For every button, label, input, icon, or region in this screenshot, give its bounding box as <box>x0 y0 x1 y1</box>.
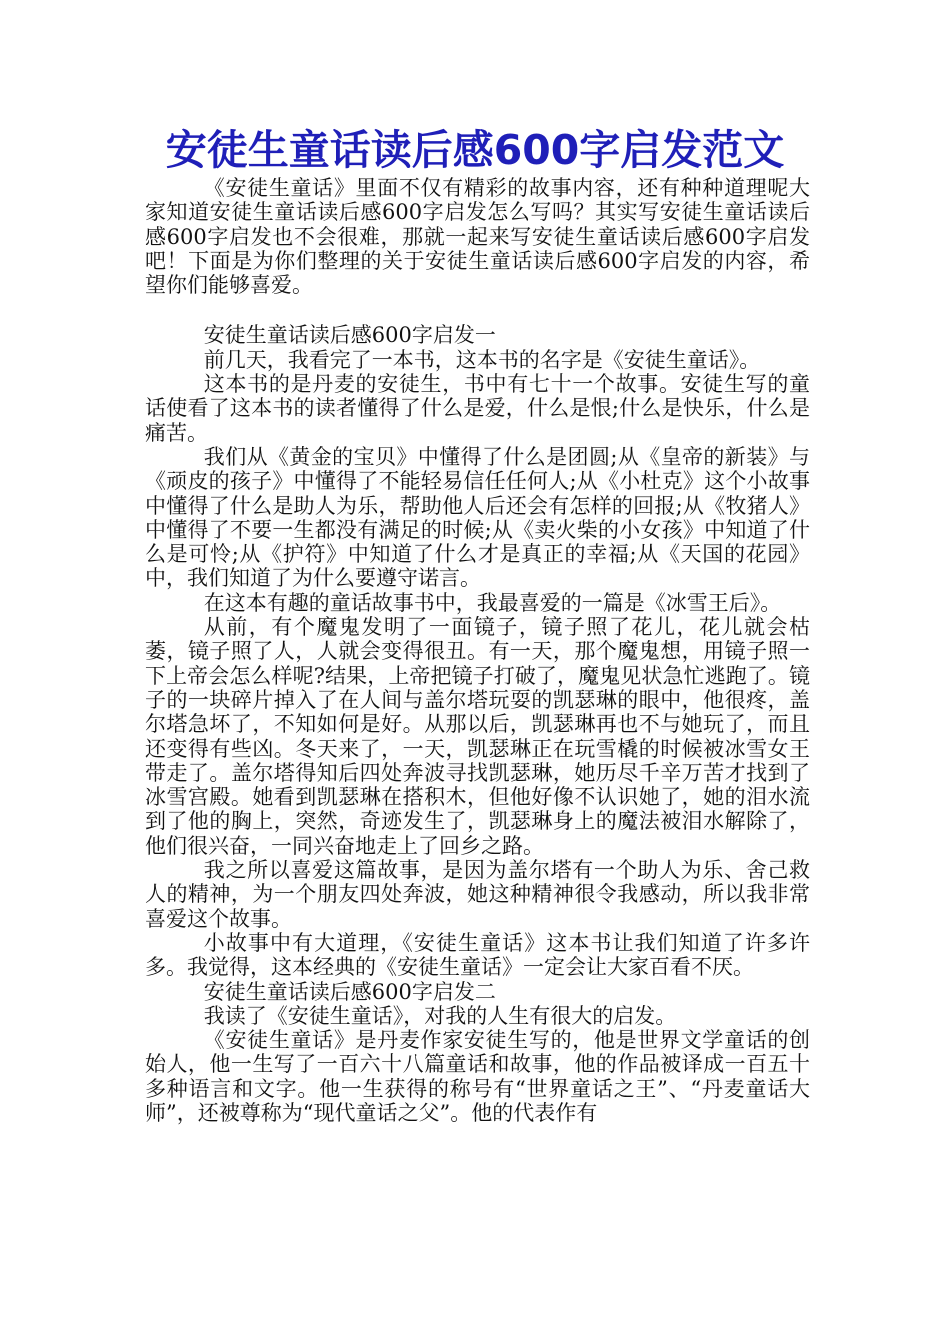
body-paragraph: 我之所以喜爱这篇故事，是因为盖尔塔有一个助人为乐、舍己救人的精神，为一个朋友四处奔波，她这种精神很令我感动，所以我非常喜爱这个故事。 <box>145 858 810 931</box>
body-paragraph: 我读了《安徒生童话》，对我的人生有很大的启发。 <box>203 1003 677 1028</box>
document-title: 安徒生童话读后感600字启发范文 <box>165 126 785 174</box>
document-body <box>145 176 810 1125</box>
body-paragraph: 《安徒生童话》是丹麦作家安徒生写的，他是世界文学童话的创始人，他一生写了一百六十八篇童话和故事，他的作品被译成一百五十多种语言和文字。他一生获得的称号有“世界童话之王”、“丹麦童话大师”，还被尊称为“现代童话之父”。他的代表作有 <box>145 1028 810 1125</box>
body-paragraph: 在这本有趣的童话故事书中，我最喜爱的一篇是《冰雪王后》。 <box>203 590 782 615</box>
intro-paragraph: 《安徒生童话》里面不仅有精彩的故事内容，还有种种道理呢大家知道安徒生童话读后感600字启发怎么写吗？其实写安徒生童话读后感600字启发也不会很难，那就一起来写安徒生童话读后感600字启发吧！下面是为你们整理的关于安徒生童话读后感600字启发的内容，希望你们能够喜爱。 <box>145 176 810 298</box>
body-paragraph: 我们从《黄金的宝贝》中懂得了什么是团圆;从《皇帝的新装》与《顽皮的孩子》中懂得了不能轻易信任任何人;从《小杜克》这个小故事中懂得了什么是助人为乐，帮助他人后还会有怎样的回报;从《牧猪人》中懂得了不要一生都没有满足的时候;从《卖火柴的小女孩》中知道了什么是可怜;从《护符》中知道了什么才是真正的幸福;从《天国的花园》中，我们知道了为什么要遵守诺言。 <box>145 444 810 591</box>
body-paragraph: 这本书的是丹麦的安徒生，书中有七十一个故事。安徒生写的童话使看了这本书的读者懂得了什么是爱，什么是恨;什么是快乐，什么是痛苦。 <box>145 372 810 445</box>
section-heading-1: 安徒生童话读后感600字启发一 <box>203 323 496 348</box>
section-heading-2: 安徒生童话读后感600字启发二 <box>203 979 496 1004</box>
body-paragraph: 前几天，我看完了一本书，这本书的名字是《安徒生童话》。 <box>203 347 761 372</box>
body-paragraph: 从前，有个魔鬼发明了一面镜子，镜子照了花儿，花儿就会枯萎，镜子照了人，人就会变得很丑。有一天，那个魔鬼想，用镜子照一下上帝会怎么样呢?结果，上帝把镜子打破了，魔鬼见状急忙逃跑了。镜子的一块碎片掉入了在人间与盖尔塔玩耍的凯瑟琳的眼中，他很疼，盖尔塔急坏了，不知如何是好。从那以后，凯瑟琳再也不与她玩了，而且还变得有些凶。冬天来了，一天，凯瑟琳正在玩雪橇的时候被冰雪女王带走了。盖尔塔得知后四处奔波寻找凯瑟琳，她历尽千辛万苦才找到了冰雪宫殿。她看到凯瑟琳在搭积木，但他好像不认识她了，她的泪水流到了他的胸上，突然，奇迹发生了，凯瑟琳身上的魔法被泪水解除了，他们很兴奋，一同兴奋地走上了回乡之路。 <box>145 615 810 858</box>
paragraph-gap <box>145 297 810 323</box>
body-paragraph: 小故事中有大道理，《安徒生童话》这本书让我们知道了许多许多。我觉得，这本经典的《安徒生童话》一定会让大家百看不厌。 <box>145 930 810 980</box>
